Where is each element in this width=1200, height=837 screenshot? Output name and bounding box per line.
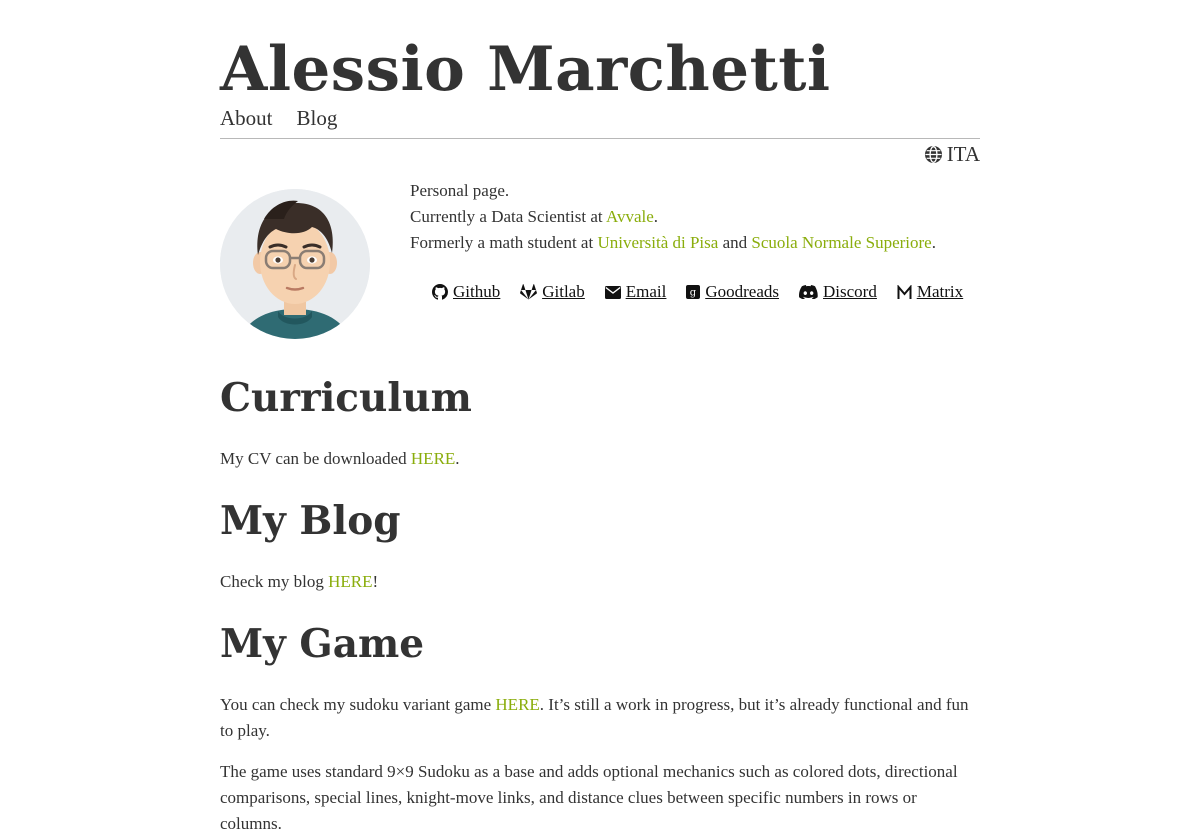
game-text-suffix: . It’s still a work in progress, but it’s already functional and fun to play.: [220, 695, 969, 740]
email-label: Email: [625, 282, 667, 301]
intro-text: [410, 178, 936, 256]
gitlab-label: Gitlab: [542, 282, 585, 301]
blog-link[interactable]: HERE: [328, 572, 373, 591]
gitlab-icon: [520, 284, 537, 300]
curriculum-text-prefix: My CV can be downloaded: [220, 449, 411, 468]
github-icon: [432, 284, 448, 300]
discord-icon: [799, 285, 818, 299]
matrix-icon: [897, 285, 912, 300]
goodreads-link[interactable]: [686, 280, 779, 304]
cv-download-link[interactable]: HERE: [410, 449, 456, 468]
main-nav: [220, 104, 337, 132]
discord-label: Discord: [823, 282, 877, 301]
unipi-link[interactable]: Università di Pisa: [597, 233, 719, 252]
game-text-prefix: You can check my sudoku variant game: [220, 695, 496, 714]
game-heading: My Game: [220, 621, 425, 667]
curriculum-heading: Curriculum: [220, 375, 472, 421]
avatar: [220, 189, 370, 339]
goodreads-label: Goodreads: [705, 282, 779, 301]
matrix-link[interactable]: [897, 280, 963, 304]
globe-icon: [924, 145, 943, 164]
curriculum-text-suffix: .: [455, 449, 460, 468]
svg-text:g: g: [690, 287, 697, 299]
discord-link[interactable]: [799, 280, 877, 304]
language-switch[interactable]: [924, 141, 980, 167]
game-link[interactable]: HERE: [495, 695, 540, 714]
blog-heading: My Blog: [220, 498, 401, 544]
matrix-label: Matrix: [916, 282, 964, 301]
intro-line-2: [410, 204, 936, 230]
intro-line-3-text: Formerly a math student at: [410, 233, 598, 252]
gitlab-link[interactable]: [520, 280, 585, 304]
language-label: ITA: [946, 142, 980, 166]
github-label: Github: [453, 282, 501, 301]
blog-text-prefix: Check my blog: [220, 572, 329, 591]
game-text: [220, 692, 980, 744]
nav-blog-link[interactable]: Blog: [296, 106, 338, 130]
curriculum-text: [220, 446, 980, 472]
game-description: The game uses standard 9×9 Sudoku as a base and adds optional mechanics such as colored dots, directional comparisons, special lines, knight-move links, and distance clues between specific numbers in rows or columns.: [220, 762, 958, 833]
envelope-icon: [605, 286, 621, 299]
github-link[interactable]: [432, 280, 500, 304]
email-link[interactable]: [605, 280, 667, 304]
intro-line-2-text: Currently a Data Scientist at: [410, 207, 606, 226]
intro-line-1: Personal page.: [410, 181, 510, 200]
sns-link[interactable]: Scuola Normale Superiore: [751, 233, 932, 252]
intro-line-2-suffix: .: [653, 207, 659, 226]
blog-text: [220, 569, 980, 595]
nav-about-link[interactable]: About: [220, 106, 273, 130]
avvale-link[interactable]: Avvale: [605, 207, 654, 226]
blog-text-suffix: !: [372, 572, 379, 591]
site-title[interactable]: Alessio Marchetti: [220, 34, 831, 105]
intro-line-3-middle: and: [718, 233, 752, 252]
intro-line-3: [410, 230, 936, 256]
intro-line-3-suffix: .: [931, 233, 936, 252]
goodreads-icon: [686, 285, 700, 299]
header-divider: [220, 138, 980, 139]
social-links: [432, 280, 963, 304]
